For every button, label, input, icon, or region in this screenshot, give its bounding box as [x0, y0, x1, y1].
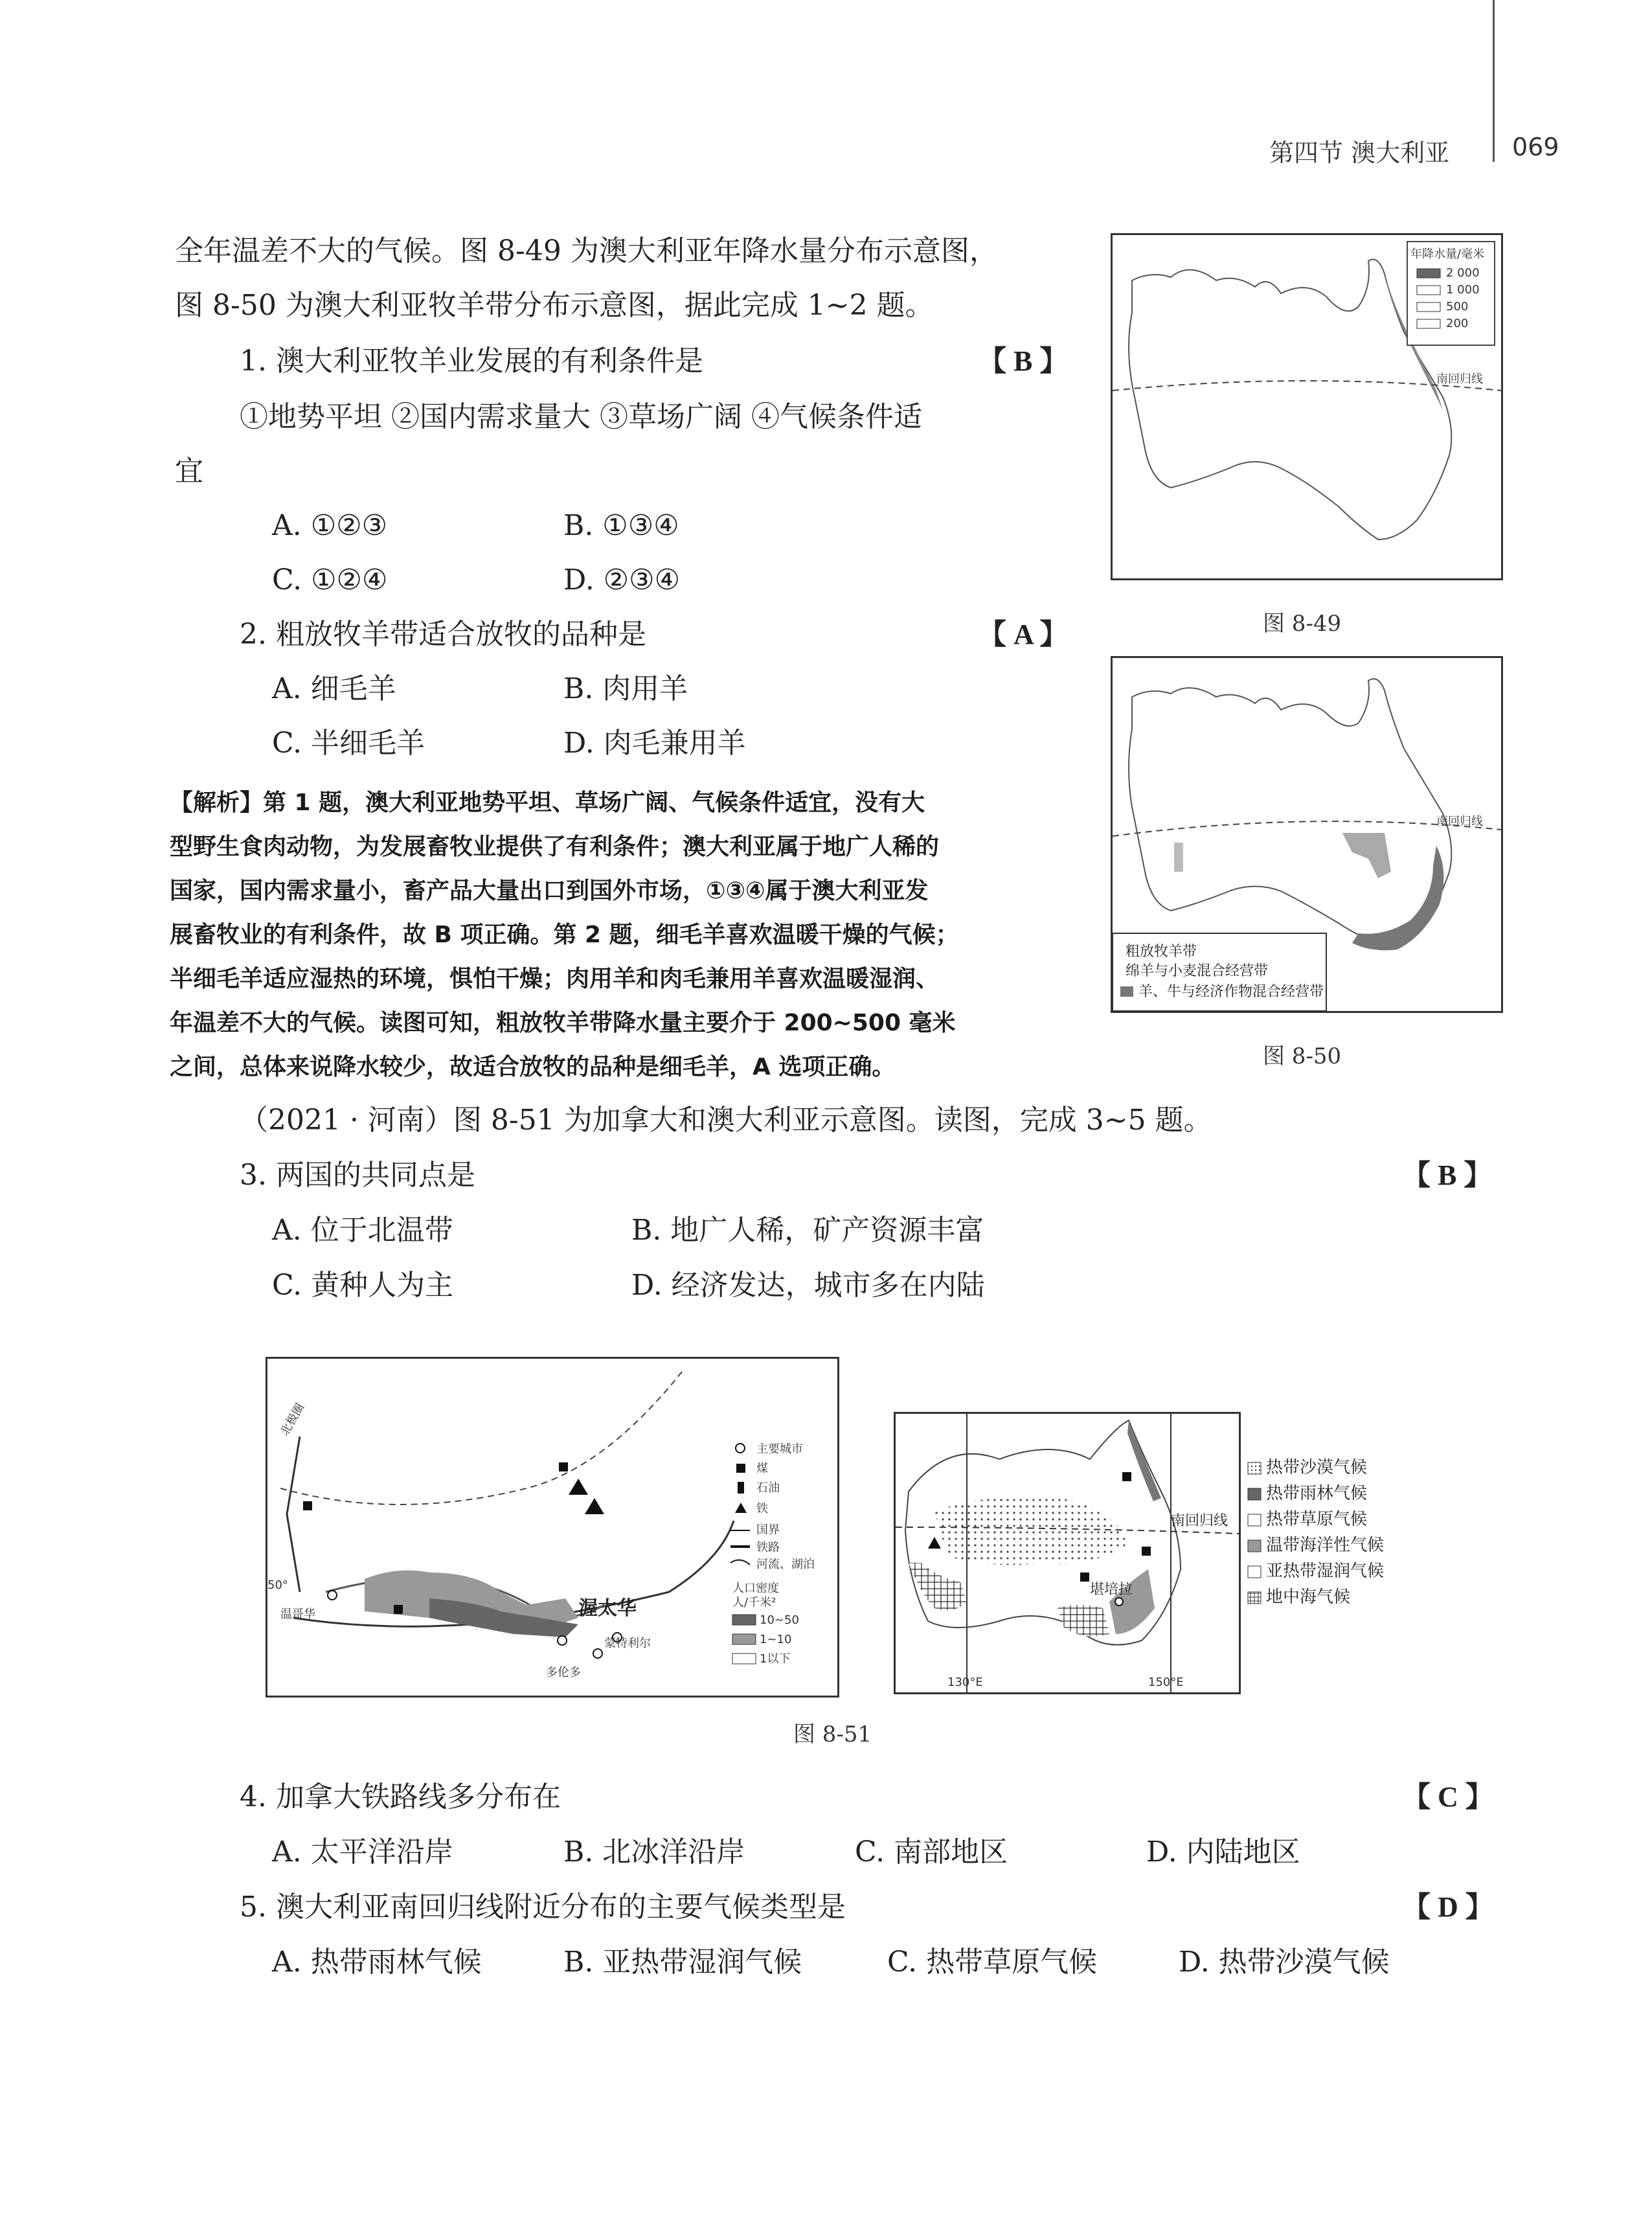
- climate-legend-svg: [1247, 1457, 1454, 1619]
- lat-50-label: 50°: [267, 1578, 288, 1592]
- legend-sheep-cattle: 羊、牛与经济作物混合经营带: [1138, 984, 1324, 1000]
- figure-8-49-caption: 图 8-49: [1263, 611, 1342, 637]
- q3-option-a[interactable]: A. 位于北温带: [272, 1214, 453, 1247]
- density-10-50: 10~50: [760, 1613, 799, 1627]
- q1-stem: 1. 澳大利亚牧羊业发展的有利条件是: [240, 345, 703, 378]
- legend-coal-icon: [736, 1464, 745, 1473]
- q1-conditions-line-1: ①地势平坦 ②国内需求量大 ③草场广阔 ④气候条件适: [240, 400, 922, 433]
- legend-iron-icon: [735, 1503, 747, 1513]
- header-rule: [1493, 0, 1495, 162]
- australia-outline: [1129, 260, 1451, 540]
- arctic-circle-line: [280, 1372, 682, 1505]
- rain-legend-title: 年降水量/毫米: [1410, 247, 1485, 261]
- australia-sheep-map: [1113, 658, 1501, 1011]
- analysis-line: 展畜牧业的有利条件，故 B 项正确。第 2 题，细毛羊喜欢温暖干燥的气候；: [170, 922, 959, 948]
- density-below-1: 1以下: [760, 1652, 791, 1666]
- legend-oil: 石油: [756, 1481, 780, 1495]
- section-title: 第四节 澳大利亚: [1269, 139, 1450, 167]
- legend-savanna: 热带草原气候: [1266, 1510, 1368, 1529]
- tropic-label-49: 南回归线: [1436, 372, 1483, 386]
- legend-cities: 主要城市: [756, 1442, 803, 1456]
- coal-icon: [1080, 1573, 1089, 1582]
- mediterranean-zone-west: [909, 1563, 967, 1610]
- legend-swatch-500: [1417, 302, 1440, 312]
- q1-answer: 【 B 】: [978, 345, 1069, 377]
- climate-legend: [1247, 1457, 1454, 1619]
- legend-med-swatch: [1248, 1592, 1261, 1604]
- q4-answer: 【 C 】: [1402, 1781, 1494, 1813]
- arctic-circle-label: 北极圈: [278, 1401, 308, 1438]
- intro-line-1: 全年温差不大的气候。图 8-49 为澳大利亚年降水量分布示意图，: [175, 234, 998, 267]
- australia-rainfall-map: [1113, 235, 1501, 578]
- q3-option-c[interactable]: C. 黄种人为主: [272, 1269, 454, 1302]
- desert-climate-zone: [934, 1497, 1129, 1565]
- legend-desert-swatch: [1248, 1462, 1261, 1474]
- q1-option-c[interactable]: C. ①②④: [272, 563, 388, 596]
- density-title: 人口密度: [732, 1582, 779, 1595]
- coal-icon: [394, 1605, 403, 1614]
- figure-8-51-caption: 图 8-51: [793, 1721, 872, 1747]
- analysis-line: 国家，国内需求量小，畜产品大量出口到国外市场，①③④属于澳大利亚发: [170, 878, 929, 904]
- legend-swatch-mixed: [1120, 986, 1133, 997]
- city-montreal: 蒙特利尔: [604, 1637, 651, 1650]
- legend-mediterranean: 地中海气候: [1266, 1587, 1351, 1607]
- western-sheep-area: [1174, 843, 1183, 872]
- mediterranean-zone-south: [1058, 1605, 1109, 1636]
- legend-rainforest: 热带雨林气候: [1266, 1484, 1368, 1503]
- q3-option-b[interactable]: B. 地广人稀，矿产资源丰富: [631, 1214, 984, 1247]
- australia-outline-50: [1129, 679, 1451, 943]
- q1-option-a[interactable]: A. ①②③: [272, 509, 388, 542]
- tropic-label-51: 南回归线: [1171, 1513, 1228, 1529]
- capital-marker: [558, 1636, 567, 1645]
- q1-option-d[interactable]: D. ②③④: [563, 563, 681, 596]
- density-unit: 人/千米²: [732, 1596, 776, 1609]
- q4-option-b[interactable]: B. 北冰洋沿岸: [563, 1835, 745, 1868]
- city-vancouver: 温哥华: [280, 1607, 315, 1621]
- legend-swatch-2000: [1417, 269, 1440, 278]
- legend-city-icon: [736, 1444, 745, 1453]
- tropic-label-50: 南回归线: [1436, 815, 1483, 828]
- page-number: 069: [1512, 133, 1559, 161]
- q4-option-d[interactable]: D. 内陆地区: [1146, 1835, 1300, 1868]
- q5-option-a[interactable]: A. 热带雨林气候: [272, 1946, 482, 1979]
- q5-option-c[interactable]: C. 热带草原气候: [887, 1946, 1098, 1979]
- coal-icon: [559, 1462, 568, 1471]
- density-swatch-mid: [732, 1634, 756, 1644]
- legend-rainforest-swatch: [1248, 1488, 1261, 1500]
- lon-130-label: 130°E: [947, 1675, 983, 1689]
- legend-border: 国界: [756, 1523, 780, 1537]
- rain-legend-200: 200: [1446, 317, 1469, 330]
- iron-icon: [928, 1537, 941, 1549]
- intro-2: （2021 · 河南）图 8-51 为加拿大和澳大利亚示意图。读图，完成 3~5 题。: [240, 1104, 1212, 1137]
- mixed-economy-belt: [1352, 846, 1443, 950]
- figure-8-49-map: [1111, 233, 1503, 580]
- australia-climate-map: [896, 1414, 1239, 1692]
- legend-marine-swatch: [1248, 1540, 1261, 1552]
- legend-oil-icon: [738, 1482, 744, 1493]
- legend-humid-swatch: [1248, 1566, 1261, 1578]
- intro-line-2: 图 8-50 为澳大利亚牧羊带分布示意图，据此完成 1~2 题。: [175, 289, 934, 322]
- canada-map-svg: [267, 1359, 837, 1696]
- q4-stem: 4. 加拿大铁路线多分布在: [240, 1780, 561, 1813]
- q2-option-b[interactable]: B. 肉用羊: [563, 672, 688, 705]
- q1-conditions-line-2: 宜: [175, 455, 203, 488]
- q4-option-c[interactable]: C. 南部地区: [855, 1835, 1008, 1868]
- q2-option-c[interactable]: C. 半细毛羊: [272, 727, 425, 760]
- q3-answer: 【 B 】: [1402, 1159, 1493, 1191]
- density-1-10: 1~10: [760, 1633, 792, 1646]
- iron-icon: [585, 1498, 604, 1514]
- legend-sheep-wheat: 绵羊与小麦混合经营带: [1126, 963, 1269, 979]
- rain-legend-500: 500: [1446, 300, 1469, 313]
- legend-river-line: [730, 1560, 750, 1565]
- analysis-line: 【解析】第 1 题，澳大利亚地势平坦、草场广阔、气候条件适宜，没有大: [170, 789, 925, 816]
- analysis-line: 之间，总体来说降水较少，故适合放牧的品种是细毛羊，A 选项正确。: [170, 1054, 896, 1080]
- rain-legend-1000: 1 000: [1446, 283, 1480, 297]
- legend-river: 河流、湖泊: [756, 1558, 815, 1571]
- q1-option-b[interactable]: B. ①③④: [563, 509, 679, 542]
- rain-legend-2000: 2 000: [1446, 266, 1480, 280]
- q2-stem: 2. 粗放牧羊带适合放牧的品种是: [240, 618, 646, 651]
- analysis-line: 半细毛羊适应湿热的环境，惧怕干燥；肉用羊和肉毛兼用羊喜欢温暖湿润、: [170, 966, 940, 992]
- legend-marine: 温带海洋性气候: [1266, 1536, 1385, 1555]
- coal-icon: [1122, 1472, 1131, 1481]
- q5-option-d[interactable]: D. 热带沙漠气候: [1179, 1946, 1390, 1979]
- q2-option-a[interactable]: A. 细毛羊: [272, 672, 396, 705]
- iron-icon: [569, 1479, 588, 1495]
- legend-extensive: 粗放牧羊带: [1126, 944, 1197, 960]
- legend-railway: 铁路: [756, 1541, 780, 1554]
- q4-option-a[interactable]: A. 太平洋沿岸: [272, 1835, 453, 1868]
- coal-icon: [303, 1501, 312, 1510]
- q3-stem: 3. 两国的共同点是: [240, 1159, 475, 1192]
- analysis-line: 年温差不大的气候。读图可知，粗放牧羊带降水量主要介于 200~500 毫米: [170, 1010, 956, 1036]
- density-swatch-high: [732, 1615, 756, 1625]
- capital-marker: [1115, 1598, 1123, 1606]
- q5-option-b[interactable]: B. 亚热带湿润气候: [563, 1946, 802, 1979]
- figure-8-50-caption: 图 8-50: [1263, 1043, 1342, 1069]
- figure-8-50-map: [1111, 656, 1503, 1013]
- q2-answer: 【 A 】: [978, 619, 1069, 650]
- legend-iron: 铁: [756, 1502, 768, 1516]
- q2-option-d[interactable]: D. 肉毛兼用羊: [563, 727, 746, 760]
- sheep-wheat-belt: [1342, 833, 1391, 878]
- q5-answer: 【 D 】: [1402, 1891, 1494, 1923]
- legend-swatch-1000: [1417, 286, 1440, 295]
- rainforest-zone: [1127, 1420, 1161, 1501]
- city-toronto: 多伦多: [546, 1666, 581, 1679]
- legend-desert: 热带沙漠气候: [1266, 1458, 1368, 1477]
- legend-humid: 亚热带湿润气候: [1266, 1562, 1385, 1581]
- figure-8-51-australia-map: [894, 1412, 1241, 1694]
- coal-icon: [1142, 1547, 1151, 1556]
- city-canberra: 堪培拉: [1090, 1582, 1133, 1598]
- density-swatch-low: [732, 1653, 756, 1664]
- canada-west-border: [287, 1437, 300, 1592]
- legend-coal: 煤: [756, 1462, 768, 1475]
- q5-stem: 5. 澳大利亚南回归线附近分布的主要气候类型是: [240, 1891, 846, 1924]
- city-marker: [593, 1649, 602, 1658]
- city-marker: [328, 1591, 337, 1600]
- lon-150-label: 150°E: [1148, 1675, 1184, 1689]
- legend-savanna-swatch: [1248, 1514, 1261, 1526]
- city-ottawa: 渥太华: [578, 1597, 637, 1620]
- legend-swatch-200: [1417, 319, 1440, 328]
- q3-option-d[interactable]: D. 经济发达，城市多在内陆: [631, 1269, 985, 1302]
- analysis-line: 型野生食肉动物，为发展畜牧业提供了有利条件；澳大利亚属于地广人稀的: [170, 834, 940, 860]
- figure-8-51-canada-map: [266, 1357, 839, 1698]
- analysis-block: [170, 781, 959, 1089]
